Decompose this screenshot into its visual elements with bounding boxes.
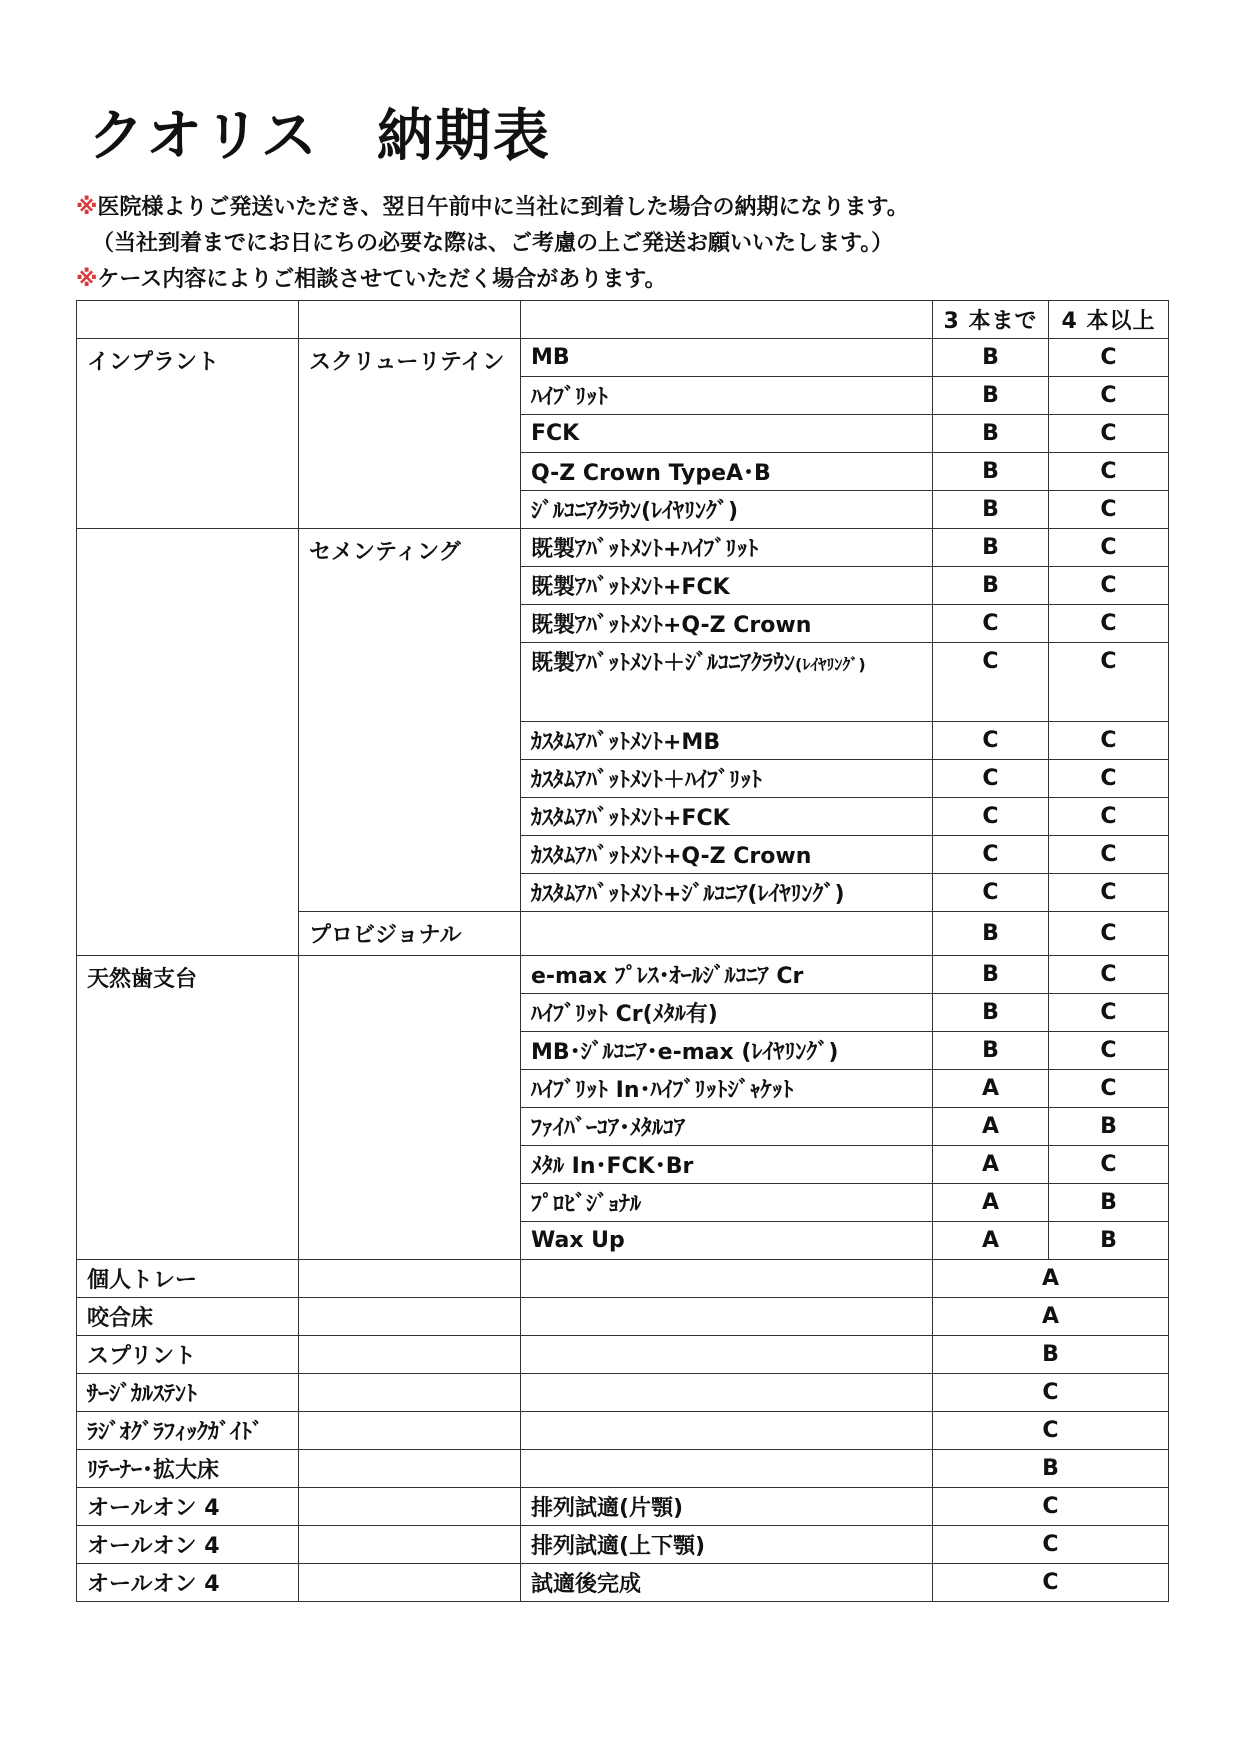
category-name: ﾘﾃｰﾅｰ･拡大床 (77, 1450, 299, 1488)
grade-4: C (1049, 453, 1169, 491)
item-name: ﾊｲﾌﾞﾘｯﾄ (521, 377, 933, 415)
subcategory-blank (299, 1450, 521, 1488)
grade: A (933, 1298, 1169, 1336)
item-name: 既製ｱﾊﾞｯﾄﾒﾝﾄ+FCK (521, 567, 933, 605)
item-name: Q-Z Crown TypeA･B (521, 453, 933, 491)
grade-3: A (933, 1108, 1049, 1146)
subcategory-blank (299, 1412, 521, 1450)
grade-3: B (933, 339, 1049, 377)
note-2 (76, 226, 909, 262)
schedule-table (76, 300, 1169, 1602)
category-name: ﾗｼﾞｵｸﾞﾗﾌｨｯｸｶﾞｲﾄﾞ (77, 1412, 299, 1450)
header-blank (299, 301, 521, 339)
grade-4: C (1049, 798, 1169, 836)
category-name: 咬合床 (77, 1298, 299, 1336)
grade: C (933, 1564, 1169, 1602)
item-name: MB (521, 339, 933, 377)
item-name: ｶｽﾀﾑｱﾊﾞｯﾄﾒﾝﾄ+Q-Z Crown (521, 836, 933, 874)
header-row (77, 301, 1169, 339)
subcategory-blank (299, 1564, 521, 1602)
table-row (77, 1374, 1169, 1412)
item-name (521, 1336, 933, 1374)
grade-3: A (933, 1184, 1049, 1222)
grade-3: C (933, 836, 1049, 874)
section-natural: 天然歯支台 (77, 956, 299, 1260)
grade-4: C (1049, 491, 1169, 529)
grade-4: C (1049, 415, 1169, 453)
item-name: 排列試適(上下顎) (521, 1526, 933, 1564)
note-text: （当社到着までにお日にちの必要な際は、ご考慮の上ご発送お願いいたします。） (92, 231, 894, 256)
grade-4: C (1049, 956, 1169, 994)
item-name: ﾊｲﾌﾞﾘｯﾄ In･ﾊｲﾌﾞﾘｯﾄｼﾞｬｹｯﾄ (521, 1070, 933, 1108)
category-name: 個人トレー (77, 1260, 299, 1298)
section-implant: インプラント (77, 339, 299, 529)
header-4-teeth: 4 本以上 (1049, 301, 1169, 339)
grade-3: C (933, 722, 1049, 760)
item-name (521, 1412, 933, 1450)
notes (76, 190, 909, 298)
note-3 (76, 262, 909, 298)
grade: C (933, 1488, 1169, 1526)
item-text: 既製ｱﾊﾞｯﾄﾒﾝﾄ＋ｼﾞﾙｺﾆｱｸﾗｳﾝ (531, 651, 796, 676)
item-name: Wax Up (521, 1222, 933, 1260)
item-name: 試適後完成 (521, 1564, 933, 1602)
item-name: MB･ｼﾞﾙｺﾆｱ･e-max (ﾚｲﾔﾘﾝｸﾞ) (521, 1032, 933, 1070)
table-row (77, 1488, 1169, 1526)
grade-4: C (1049, 994, 1169, 1032)
item-name: ｶｽﾀﾑｱﾊﾞｯﾄﾒﾝﾄ+MB (521, 722, 933, 760)
subcategory-blank (299, 1336, 521, 1374)
section-blank (77, 529, 299, 956)
grade-3: B (933, 1032, 1049, 1070)
grade-3: C (933, 874, 1049, 912)
table-row (77, 1412, 1169, 1450)
grade-4: B (1049, 1184, 1169, 1222)
table-row (77, 1260, 1169, 1298)
item-blank (521, 912, 933, 956)
grade-4: C (1049, 605, 1169, 643)
item-name (521, 643, 933, 722)
item-name (521, 1450, 933, 1488)
table-row (77, 529, 1169, 567)
grade-3: B (933, 912, 1049, 956)
item-name: 既製ｱﾊﾞｯﾄﾒﾝﾄ+ﾊｲﾌﾞﾘｯﾄ (521, 529, 933, 567)
item-name: ﾊｲﾌﾞﾘｯﾄ Cr(ﾒﾀﾙ有) (521, 994, 933, 1032)
grade-3: C (933, 760, 1049, 798)
item-name: 既製ｱﾊﾞｯﾄﾒﾝﾄ+Q-Z Crown (521, 605, 933, 643)
grade-4: C (1049, 760, 1169, 798)
grade-4: C (1049, 567, 1169, 605)
note-mark: ※ (76, 195, 98, 220)
table-row (77, 1564, 1169, 1602)
table-row (77, 1336, 1169, 1374)
grade-3: A (933, 1070, 1049, 1108)
grade-4: C (1049, 377, 1169, 415)
grade-3: B (933, 567, 1049, 605)
subsection-provisional: プロビジョナル (299, 912, 521, 956)
grade-3: C (933, 798, 1049, 836)
item-name: ｶｽﾀﾑｱﾊﾞｯﾄﾒﾝﾄ+ｼﾞﾙｺﾆｱ(ﾚｲﾔﾘﾝｸﾞ) (521, 874, 933, 912)
table-row (77, 956, 1169, 994)
grade-4: C (1049, 836, 1169, 874)
note-1 (76, 190, 909, 226)
item-name: ﾌｧｲﾊﾞｰｺｱ･ﾒﾀﾙｺｱ (521, 1108, 933, 1146)
grade-4: C (1049, 1146, 1169, 1184)
grade: C (933, 1526, 1169, 1564)
grade-4: C (1049, 1070, 1169, 1108)
item-text-small: (ﾚｲﾔﾘﾝｸﾞ) (795, 655, 866, 674)
grade-3: B (933, 491, 1049, 529)
grade-4: C (1049, 643, 1169, 722)
table-row (77, 339, 1169, 377)
page-title: クオリス 納期表 (88, 104, 551, 169)
grade-3: B (933, 377, 1049, 415)
grade-3: A (933, 1222, 1049, 1260)
grade-4: B (1049, 1108, 1169, 1146)
table-row (77, 1526, 1169, 1564)
category-name: オールオン 4 (77, 1488, 299, 1526)
item-name: ｶｽﾀﾑｱﾊﾞｯﾄﾒﾝﾄ+FCK (521, 798, 933, 836)
grade-3: B (933, 529, 1049, 567)
category-name: オールオン 4 (77, 1526, 299, 1564)
grade: A (933, 1260, 1169, 1298)
grade-3: C (933, 605, 1049, 643)
header-blank (77, 301, 299, 339)
grade-3: A (933, 1146, 1049, 1184)
item-name (521, 1374, 933, 1412)
item-name: 排列試適(片顎) (521, 1488, 933, 1526)
grade-3: C (933, 643, 1049, 722)
subcategory-blank (299, 1298, 521, 1336)
item-name: e-max ﾌﾟﾚｽ･ｵｰﾙｼﾞﾙｺﾆｱ Cr (521, 956, 933, 994)
subsection-blank (299, 956, 521, 1260)
header-blank (521, 301, 933, 339)
grade: B (933, 1450, 1169, 1488)
grade-4: C (1049, 722, 1169, 760)
subcategory-blank (299, 1526, 521, 1564)
subsection-cement: セメンティング (299, 529, 521, 912)
item-name: ｼﾞﾙｺﾆｱｸﾗｳﾝ(ﾚｲﾔﾘﾝｸﾞ) (521, 491, 933, 529)
grade-4: C (1049, 874, 1169, 912)
item-name: FCK (521, 415, 933, 453)
item-name: ﾒﾀﾙ In･FCK･Br (521, 1146, 933, 1184)
item-name (521, 1298, 933, 1336)
table-row (77, 1298, 1169, 1336)
grade-4: C (1049, 339, 1169, 377)
item-name (521, 1260, 933, 1298)
subcategory-blank (299, 1488, 521, 1526)
subcategory-blank (299, 1374, 521, 1412)
grade-3: B (933, 453, 1049, 491)
grade-3: B (933, 415, 1049, 453)
grade-3: B (933, 956, 1049, 994)
subcategory-blank (299, 1260, 521, 1298)
header-3-teeth: 3 本まで (933, 301, 1049, 339)
note-mark: ※ (76, 267, 98, 292)
item-name: ﾌﾟﾛﾋﾞｼﾞｮﾅﾙ (521, 1184, 933, 1222)
grade-4: C (1049, 1032, 1169, 1070)
category-name: スプリント (77, 1336, 299, 1374)
grade: C (933, 1374, 1169, 1412)
subsection-screw: スクリューリテイン (299, 339, 521, 529)
table-row (77, 1450, 1169, 1488)
grade-4: C (1049, 912, 1169, 956)
category-name: ｻｰｼﾞｶﾙｽﾃﾝﾄ (77, 1374, 299, 1412)
grade: B (933, 1336, 1169, 1374)
grade-4: B (1049, 1222, 1169, 1260)
category-name: オールオン 4 (77, 1564, 299, 1602)
item-name: ｶｽﾀﾑｱﾊﾞｯﾄﾒﾝﾄ＋ﾊｲﾌﾞﾘｯﾄ (521, 760, 933, 798)
grade-3: B (933, 994, 1049, 1032)
grade-4: C (1049, 529, 1169, 567)
grade: C (933, 1412, 1169, 1450)
note-text: ケース内容によりご相談させていただく場合があります。 (97, 267, 667, 292)
note-text: 医院様よりご発送いただき、翌日午前中に当社に到着した場合の納期になります。 (97, 195, 909, 220)
